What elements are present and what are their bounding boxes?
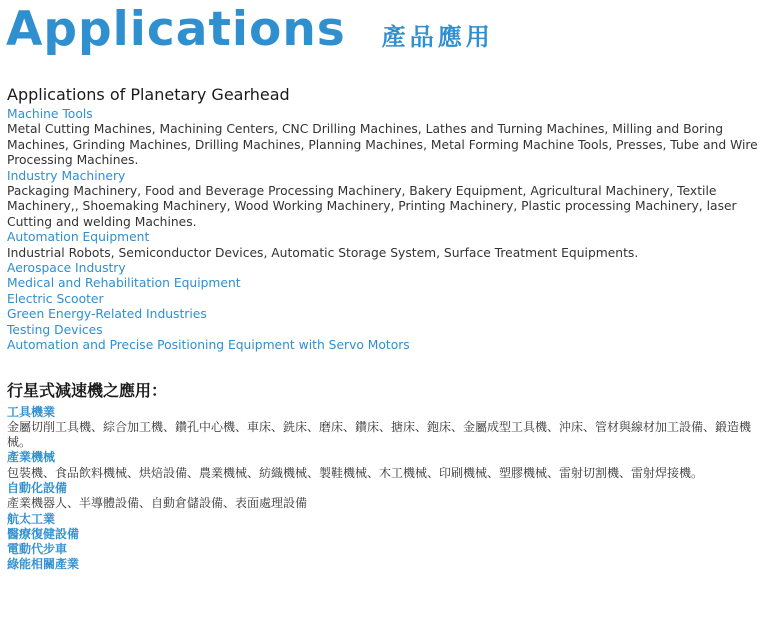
application-description: Industrial Robots, Semiconductor Devices, Automatic Storage System, Surface Treatment Equipments.: [7, 245, 639, 260]
english-heading: Applications of Planetary Gearhead: [7, 85, 290, 104]
chinese-application-list: [6, 405, 772, 573]
application-description: Packaging Machinery, Food and Beverage Processing Machinery, Bakery Equipment, Agricultural Machinery, Textile Machinery,, Shoemaking Machinery, Wood Working Machinery, Printing Machinery, Plastic processing Machinery, laser Cutting and welding Machines.: [7, 184, 737, 229]
application-category: Industry Machinery: [7, 168, 126, 183]
application-category: Automation Equipment: [7, 230, 150, 245]
application-description: 產業機器人、半導體設備、自動倉儲設備、表面處理設備: [7, 496, 308, 511]
application-category: 航太工業: [7, 511, 56, 526]
application-category: Green Energy-Related Industries: [7, 307, 207, 322]
application-category: Machine Tools: [7, 107, 93, 121]
application-category: 綠能相關產業: [7, 557, 80, 572]
application-category: 自動化設備: [7, 480, 68, 495]
application-description: Metal Cutting Machines, Machining Centers, CNC Drilling Machines, Lathes and Turning Machines, Milling and Boring Machines, Grinding Machines, Drilling Machines, Planning Machines, Metal Forming Machine Tools, Presses, Tube and Wire Processing Machines.: [7, 122, 758, 168]
page-title-zh: 產品應用: [381, 23, 494, 51]
application-category: Electric Scooter: [7, 291, 104, 306]
application-description: 包裝機、食品飲料機械、烘焙設備、農業機械、紡織機械、製鞋機械、木工機械、印刷機械、塑膠機械、雷射切割機、雷射焊接機。: [7, 465, 704, 480]
application-category: Medical and Rehabilitation Equipment: [7, 276, 241, 291]
application-category: 電動代步車: [7, 542, 68, 557]
application-category: Aerospace Industry: [7, 261, 126, 276]
chinese-heading: 行星式減速機之應用：: [7, 380, 168, 400]
page-header: [6, 0, 772, 62]
chinese-section: [6, 380, 772, 573]
english-application-list: [6, 107, 772, 354]
english-section: [6, 84, 772, 354]
page-title-en: Applications: [6, 2, 346, 57]
application-category: Testing Devices: [7, 322, 103, 337]
page: [6, 0, 772, 573]
application-category: 工具機業: [7, 404, 56, 419]
application-description: 金屬切削工具機、綜合加工機、鑽孔中心機、車床、銑床、磨床、鑽床、搪床、鉋床、金屬成型工具機、沖床、管材與線材加工設備、鍛造機械。: [7, 419, 752, 450]
application-category: Automation and Precise Positioning Equipment with Servo Motors: [7, 338, 410, 353]
application-category: 產業機械: [7, 450, 56, 465]
application-category: 醫療復健設備: [7, 526, 80, 541]
